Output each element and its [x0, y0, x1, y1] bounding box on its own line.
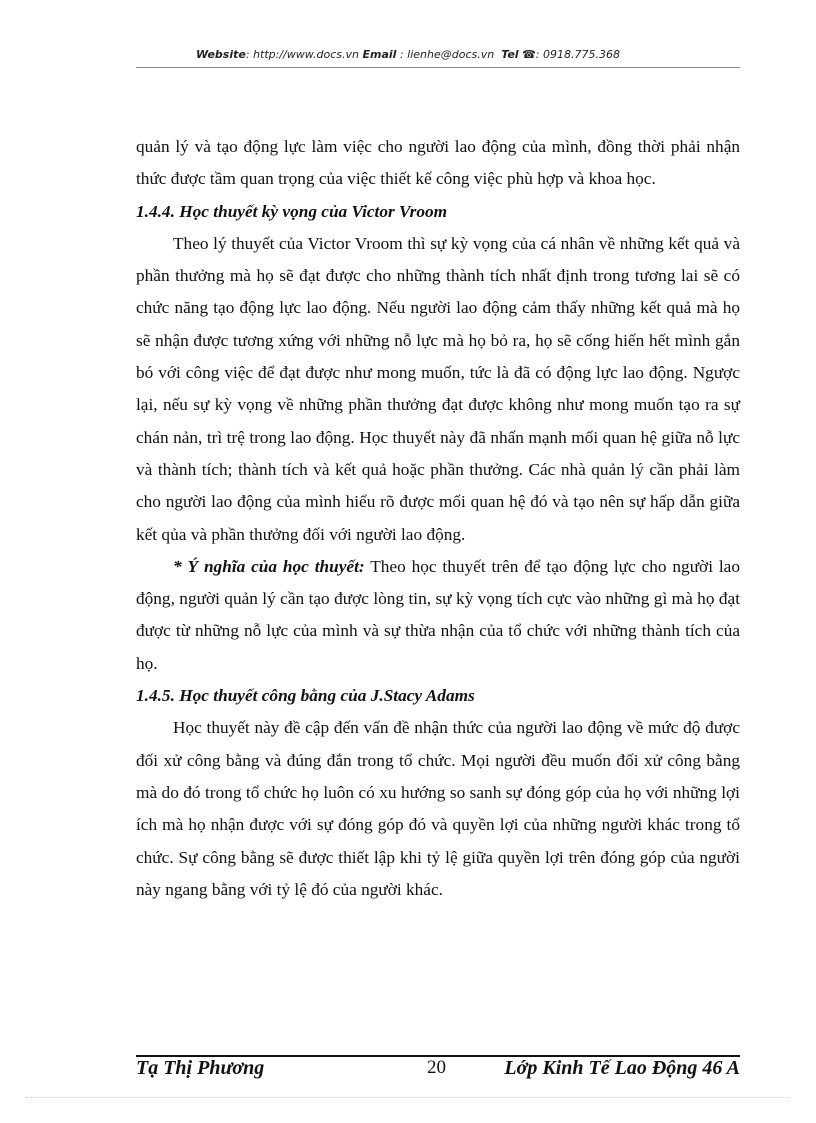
paragraph-1: quản lý và tạo động lực làm việc cho người lao động của mình, đồng thời phải nhận thức được tầm quan trọng của việc thiết kế công việc phù hợp và khoa học. — [136, 137, 740, 189]
tel-label: Tel — [501, 48, 519, 61]
footer-class-name: Lớp Kinh Tế Lao Động 46 A — [504, 1057, 740, 1079]
paragraph-3-text: Theo học thuyết trên để tạo động lực cho người lao động, người quản lý cần tạo được lòng tin, sự kỳ vọng tích cực vào những gì mà họ đạt được từ những nỗ lực của mình và sự thừa nhận của tổ chức với những thành tích của họ. — [136, 556, 740, 673]
website-value[interactable]: : http://www.docs.vn — [245, 48, 360, 61]
header-divider — [136, 67, 740, 68]
section-heading-1-4-5: 1.4.5. Học thuyết công bằng của J.Stacy Adams — [136, 686, 475, 706]
document-body — [136, 131, 740, 906]
email-value[interactable]: : lienhe@docs.vn — [396, 48, 495, 61]
paragraph-3 — [136, 551, 740, 680]
page-footer — [136, 1057, 740, 1081]
section-heading-1-4-4: 1.4.4. Học thuyết kỳ vọng của Victor Vroom — [136, 201, 448, 221]
paragraph-2: Theo lý thuyết của Victor Vroom thì sự kỳ vọng của cá nhân về những kết quả và phần thưởng mà họ sẽ đạt được cho những thành tích nhất định trong tương lai sẽ có chức năng tạo động lực lao động. Nếu người lao động cảm thấy những kết quả mà họ sẽ nhận được tương xứng với những nỗ lực mà họ bỏ ra, họ sẽ cống hiến hết mình gắn bó với công việc để đạt được như mong muốn, tức là đã có động lực lao động. Ngược lại, nếu sự kỳ vọng về những phần thưởng đạt được không như mong muốn tạo ra sự chán nản, trì trệ trong lao động. Học thuyết này đã nhấn mạnh mối quan hệ giữa nỗ lực và thành tích; thành tích và kết quả hoặc phần thưởng. Các nhà quản lý cần phải làm cho người lao động của mình hiểu rõ được mối quan hệ đó và tạo nên sự hấp dẫn giữa kết qủa và phần thưởng đối với người lao động. — [136, 233, 740, 544]
page-bottom-edge — [26, 1097, 790, 1098]
footer-author: Tạ Thị Phương — [136, 1057, 265, 1079]
paragraph-4: Học thuyết này đề cập đến vấn đề nhận thức của người lao động về mức độ được đối xử công bằng và đúng đắn trong tổ chức. Mọi người đều muốn đối xử công bằng mà do đó trong tổ chức họ luôn có xu hướng so sanh sự đóng góp của họ với những lợi ích mà họ nhận được với sự đóng góp đó và quyền lợi của những người khác trong tổ chức. Sự công bằng sẽ được thiết lập khi tỷ lệ giữa quyền lợi trên đóng góp của người này ngang bằng với tỷ lệ đó của người khác. — [136, 718, 740, 899]
page-header — [0, 48, 816, 61]
website-label: Website — [196, 48, 246, 61]
phone-icon: ☎ — [522, 48, 536, 61]
email-label: Email — [362, 48, 397, 61]
page-number: 20 — [427, 1057, 446, 1078]
tel-value: : 0918.775.368 — [535, 48, 620, 61]
meaning-label: * Ý nghĩa của học thuyết: — [173, 556, 365, 576]
